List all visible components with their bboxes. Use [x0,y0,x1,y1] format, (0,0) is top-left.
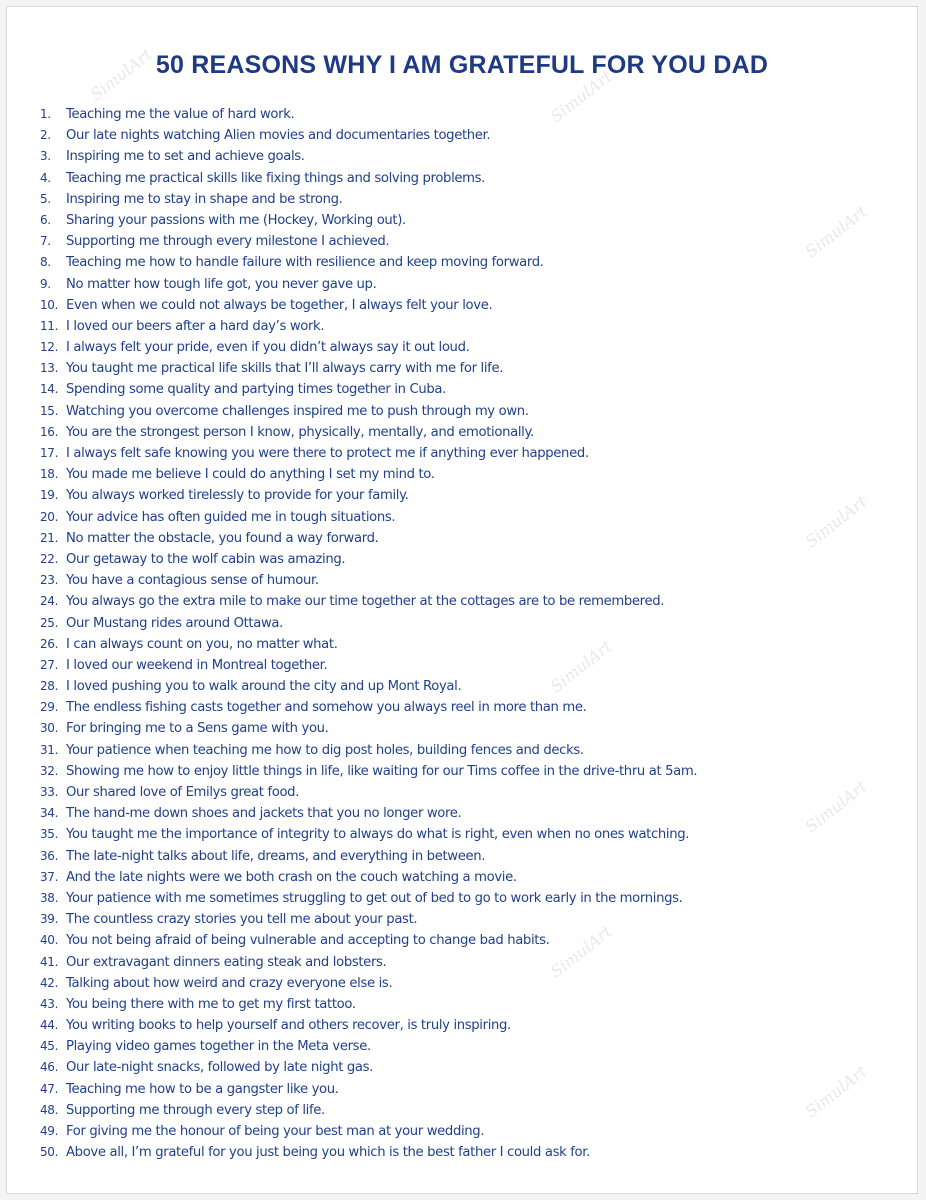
item-text: You writing books to help yourself and others recover, is truly inspiring. [66,1018,511,1034]
watermark: SimulArt [546,636,616,697]
item-number: 15. [40,403,59,418]
item-number: 33. [40,785,59,799]
list-item [7,358,907,379]
list-item [7,909,907,930]
page-title: 50 REASONS WHY I AM GRATEFUL FOR YOU DAD [155,51,769,79]
item-number: 38. [40,890,59,905]
item-text: I loved our beers after a hard day’s work. [66,318,325,334]
item-number: 30. [40,721,59,736]
item-number: 50. [40,1145,59,1160]
reasons-list [7,104,907,1163]
item-text: You always go the extra mile to make our time together at the cottages are to be remembered. [66,594,665,610]
item-text: Inspiring me to set and achieve goals. [66,149,305,165]
list-item [7,189,907,210]
item-text: For bringing me to a Sens game with you. [66,721,329,737]
item-text: Supporting me through every milestone I achieved. [66,234,390,250]
watermark: SimulArt [801,1061,871,1122]
list-item [7,422,907,443]
item-text: I loved pushing you to walk around the city and up Mont Royal. [66,679,462,695]
list-item [7,252,907,273]
list-item [7,846,907,867]
list-item [7,676,907,697]
item-number: 23. [40,573,59,588]
list-item [7,316,907,337]
item-text: Our getaway to the wolf cabin was amazing. [66,551,346,567]
list-item [7,634,907,655]
watermark: SimulArt [546,921,616,982]
list-item [7,379,907,400]
item-text: You taught me practical life skills that I’ll always carry with me for life. [66,361,504,377]
item-text: The endless fishing casts together and somehow you always reel in more than me. [66,700,587,716]
list-item [7,1121,907,1142]
item-number: 48. [40,1102,59,1117]
list-item [7,994,907,1015]
item-text: I always felt safe knowing you were there to protect me if anything ever happened. [66,446,589,461]
item-number: 1. [40,107,51,121]
item-text: The hand-me down shoes and jackets that you no longer wore. [66,806,462,822]
item-number: 46. [40,1060,59,1075]
item-number: 27. [40,657,59,672]
item-number: 26. [40,636,59,651]
item-text: Your advice has often guided me in tough situations. [66,509,396,525]
item-text: Teaching me practical skills like fixing things and solving problems. [66,170,486,186]
item-number: 12. [40,340,59,355]
list-item [7,782,907,803]
list-item [7,274,907,295]
list-item [7,930,907,951]
list-item [7,761,907,782]
document-page [6,6,918,1194]
item-number: 9. [40,276,51,291]
item-number: 14. [40,382,59,397]
item-text: Your patience when teaching me how to dig post holes, building fences and decks. [66,742,584,758]
item-text: I can always count on you, no matter what. [66,636,338,652]
item-number: 16. [40,424,59,439]
item-text: Inspiring me to stay in shape and be strong. [66,191,343,207]
list-item [7,464,907,485]
item-number: 43. [40,996,59,1011]
list-item [7,295,907,316]
item-text: Our late-night snacks, followed by late night gas. [66,1060,373,1076]
list-item [7,549,907,570]
list-item [7,125,907,146]
item-text: You not being afraid of being vulnerable and accepting to change bad habits. [66,933,550,949]
list-item [7,867,907,888]
item-text: Supporting me through every step of life. [66,1102,325,1118]
item-number: 10. [40,297,59,312]
list-item [7,718,907,739]
list-item [7,1079,907,1100]
list-item [7,1015,907,1036]
item-number: 44. [40,1018,59,1033]
list-item [7,952,907,973]
item-number: 37. [40,869,59,884]
item-number: 7. [40,234,51,249]
list-item [7,613,907,634]
list-item [7,803,907,824]
item-text: You always worked tirelessly to provide for your family. [66,488,409,504]
item-text: Even when we could not always be together, I always felt your love. [66,297,493,313]
item-text: I loved our weekend in Montreal together. [66,657,328,673]
item-text: Teaching me how to be a gangster like you. [66,1081,339,1097]
item-text: Sharing your passions with me (Hockey, Working out). [66,212,406,228]
item-number: 35. [40,827,59,842]
item-number: 5. [40,191,51,206]
item-text: You have a contagious sense of humour. [66,573,319,589]
item-text: Our shared love of Emilys great food. [66,785,300,800]
list-item [7,740,907,761]
item-text: Our late nights watching Alien movies and documentaries together. [66,128,491,144]
item-number: 21. [40,530,59,545]
item-text: Teaching me how to handle failure with resilience and keep moving forward. [66,255,544,271]
item-number: 2. [40,128,51,143]
item-number: 3. [40,149,51,164]
item-text: No matter how tough life got, you never gave up. [66,276,377,292]
list-item [7,973,907,994]
item-number: 36. [40,848,59,863]
list-item [7,443,907,464]
list-item [7,210,907,231]
item-text: Showing me how to enjoy little things in life, like waiting for our Tims coffee in the drive-thru at 5am. [66,763,698,779]
item-text: Playing video games together in the Meta verse. [66,1039,371,1055]
item-text: You are the strongest person I know, physically, mentally, and emotionally. [66,424,534,440]
item-number: 40. [40,933,59,948]
list-item [7,104,907,125]
item-text: Our Mustang rides around Ottawa. [66,615,283,631]
item-number: 24. [40,594,59,609]
item-text: I always felt your pride, even if you didn’t always say it out loud. [66,340,470,356]
list-item [7,146,907,167]
watermark: SimulArt [801,491,871,552]
item-text: Your patience with me sometimes struggling to get out of bed to go to work early in the mornings. [66,890,683,906]
watermark: SimulArt [86,44,156,105]
item-text: For giving me the honour of being your best man at your wedding. [66,1124,485,1139]
item-number: 49. [40,1124,59,1138]
item-number: 19. [40,488,59,503]
item-text: Spending some quality and partying times together in Cuba. [66,382,446,398]
item-number: 22. [40,551,59,566]
item-number: 34. [40,806,59,821]
item-number: 17. [40,446,59,460]
item-number: 32. [40,763,59,778]
watermark: SimulArt [801,201,871,262]
item-text: Talking about how weird and crazy everyone else is. [66,975,393,991]
item-text: You taught me the importance of integrity to always do what is right, even when no ones watching. [66,827,690,843]
list-item [7,1100,907,1121]
item-number: 29. [40,700,59,715]
item-number: 31. [40,742,59,757]
item-text: You being there with me to get my first tattoo. [66,996,356,1012]
item-text: The late-night talks about life, dreams, and everything in between. [66,848,486,864]
list-item [7,168,907,189]
list-item [7,888,907,909]
item-number: 18. [40,467,59,482]
item-number: 45. [40,1039,59,1054]
item-number: 4. [40,170,51,185]
list-item [7,401,907,422]
item-number: 8. [40,255,51,270]
list-item [7,507,907,528]
list-item [7,824,907,845]
item-text: You made me believe I could do anything I set my mind to. [66,467,435,483]
list-item [7,1057,907,1078]
list-item [7,570,907,591]
watermark: SimulArt [801,776,871,837]
item-number: 47. [40,1081,59,1096]
item-text: No matter the obstacle, you found a way forward. [66,530,379,546]
list-item [7,591,907,612]
item-text: Above all, I’m grateful for you just being you which is the best father I could ask for. [66,1145,590,1161]
list-item [7,655,907,676]
list-item [7,1036,907,1057]
list-item [7,485,907,506]
item-number: 20. [40,509,59,524]
item-number: 11. [40,318,59,333]
item-text: Watching you overcome challenges inspired me to push through my own. [66,403,529,419]
item-text: The countless crazy stories you tell me about your past. [66,912,418,928]
item-number: 25. [40,615,59,630]
item-text: Teaching me the value of hard work. [66,107,295,122]
item-text: Our extravagant dinners eating steak and lobsters. [66,954,387,970]
list-item [7,1142,907,1163]
list-item [7,231,907,252]
watermark: SimulArt [546,66,616,127]
list-item [7,697,907,718]
item-text: And the late nights were we both crash on the couch watching a movie. [66,869,517,885]
list-item [7,337,907,358]
item-number: 28. [40,679,59,694]
item-number: 39. [40,912,59,927]
item-number: 6. [40,212,51,227]
item-number: 42. [40,975,59,990]
list-item [7,528,907,549]
item-number: 41. [40,954,59,969]
item-number: 13. [40,361,59,376]
